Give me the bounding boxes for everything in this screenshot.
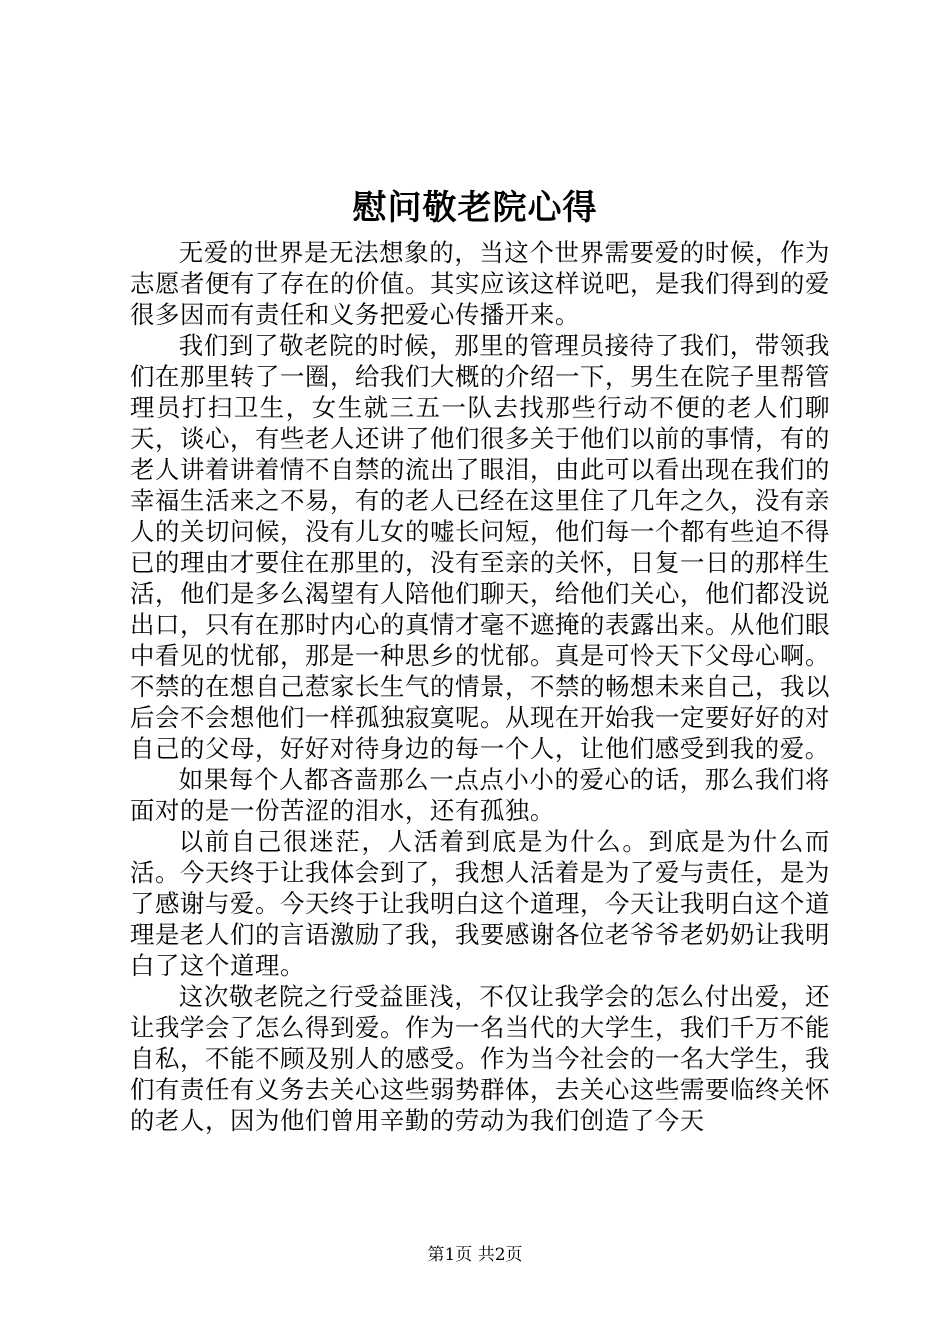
paragraph-4: 以前自己很迷茫，人活着到底是为什么。到底是为什么而活。今天终于让我体会到了，我想人活着是为了爱与责任，是为了感谢与爱。今天终于让我明白这个道理，今天让我明白这个道理是老人们的言语激励了我，我要感谢各位老爷爷老奶奶让我明白了这个道理。 xyxy=(130,827,830,980)
document-title: 慰问敬老院心得 xyxy=(352,188,598,228)
page-number-footer: 第1页 共2页 xyxy=(427,1245,523,1265)
paragraph-5: 这次敬老院之行受益匪浅，不仅让我学会的怎么付出爱，还让我学会了怎么得到爱。作为一名当代的大学生，我们千万不能自私，不能不顾及别人的感受。作为当今社会的一名大学生，我们有责任有义务去关心这些弱势群体，去关心这些需要临终关怀的老人，因为他们曾用辛勤的劳动为我们创造了今天 xyxy=(130,982,830,1135)
paragraph-3: 如果每个人都吝啬那么一点点小小的爱心的话，那么我们将面对的是一份苦涩的泪水，还有孤独。 xyxy=(130,765,830,825)
paragraph-1: 无爱的世界是无法想象的，当这个世界需要爱的时候，作为志愿者便有了存在的价值。其实应该这样说吧，是我们得到的爱很多因而有责任和义务把爱心传播开来。 xyxy=(130,238,830,329)
document-body xyxy=(130,237,830,1136)
paragraph-2: 我们到了敬老院的时候，那里的管理员接待了我们，带领我们在那里转了一圈，给我们大概的介绍一下，男生在院子里帮管理员打扫卫生，女生就三五一队去找那些行动不便的老人们聊天，谈心，有些老人还讲了他们很多关于他们以前的事情，有的老人讲着讲着情不自禁的流出了眼泪，由此可以看出现在我们的幸福生活来之不易，有的老人已经在这里住了几年之久，没有亲人的关切问候，没有儿女的嘘长问短，他们每一个都有些迫不得已的理由才要住在那里的，没有至亲的关怀，日复一日的那样生活，他们是多么渴望有人陪他们聊天，给他们关心，他们都没说出口，只有在那时内心的真情才毫不遮掩的表露出来。从他们眼中看见的忧郁，那是一种思乡的忧郁。真是可怜天下父母心啊。不禁的在想自己惹家长生气的情景，不禁的畅想未来自己，我以后会不会想他们一样孤独寂寞呢。从现在开始我一定要好好的对自己的父母，好好对待身边的每一个人，让他们感受到我的爱。 xyxy=(130,331,830,763)
